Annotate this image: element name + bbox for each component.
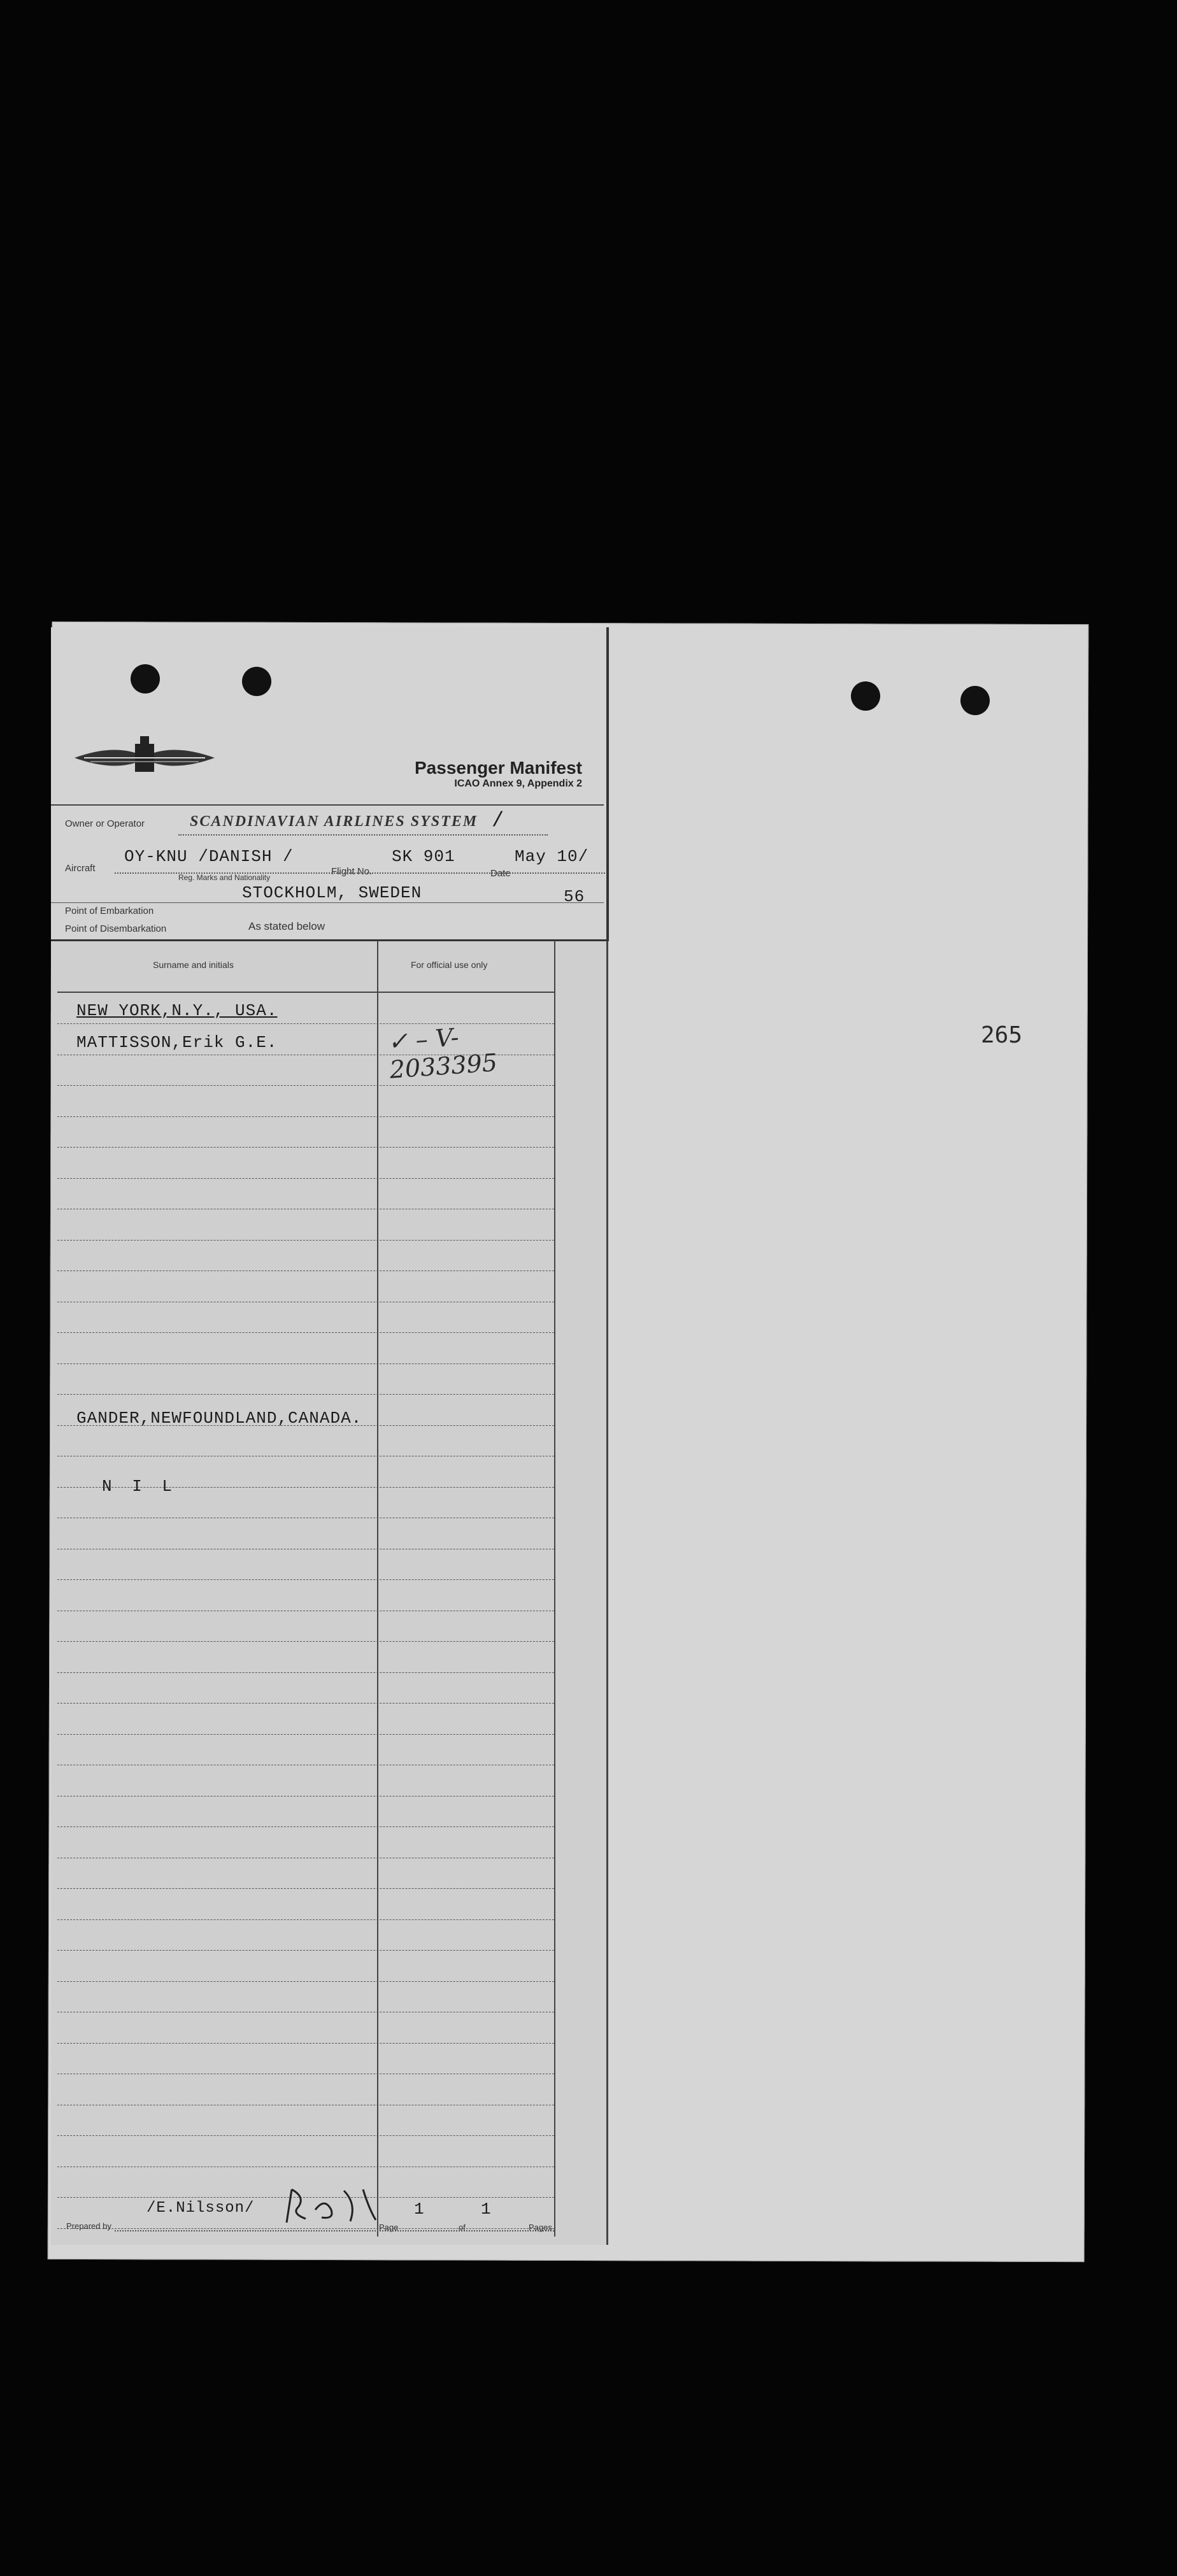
embark-line (51, 902, 604, 903)
embark-label: Point of Embarkation (65, 906, 154, 916)
airline-logo-icon (71, 732, 218, 783)
table-rule-line (57, 1363, 554, 1364)
punch-hole-right-1 (851, 681, 880, 711)
punch-hole-right-2 (960, 686, 990, 715)
pages-label: Pages (529, 2223, 552, 2232)
form-subtitle: ICAO Annex 9, Appendix 2 (454, 778, 582, 789)
owner-mark: / (492, 809, 505, 832)
table-rule-line (57, 1981, 554, 1982)
page-value: 1 (414, 2200, 425, 2219)
table-rule-line (57, 1796, 554, 1797)
form-title: Passenger Manifest (415, 758, 582, 778)
form-title-block (415, 758, 582, 790)
margin-number: 265 (981, 1022, 1023, 1048)
disembark-value: As stated below (248, 920, 325, 932)
table-rule-line (57, 1147, 554, 1148)
owner-value: SCANDINAVIAN AIRLINES SYSTEM (190, 813, 478, 830)
owner-label: Owner or Operator (65, 818, 145, 829)
table-rule-line (57, 1672, 554, 1673)
punch-hole-left-2 (242, 667, 271, 696)
table-rule-line (57, 1579, 554, 1580)
embark-value: STOCKHOLM, SWEDEN (242, 883, 422, 902)
table-rule-line (57, 1888, 554, 1889)
table-rule-line (57, 2135, 554, 2136)
table-rule-line (57, 1703, 554, 1704)
date-year: 56 (564, 887, 585, 906)
table-header (57, 941, 554, 993)
prepared-value: /E.Nilsson/ (146, 2200, 255, 2217)
col-surname-header: Surname and initials (153, 960, 234, 970)
page-label: Page (379, 2223, 399, 2232)
signature-icon (280, 2184, 389, 2229)
table-rule-line (57, 1394, 554, 1395)
of-label: of (459, 2223, 466, 2232)
date-value: May 10/ (515, 847, 589, 866)
flight-value: SK 901 (392, 847, 455, 866)
date-label: Date (490, 868, 511, 879)
header-divider (51, 804, 604, 806)
owner-line (178, 834, 548, 836)
aircraft-value: OY-KNU /DANISH / (124, 847, 294, 866)
prepared-label: Prepared by (66, 2221, 111, 2231)
flight-label: Flight No. (331, 866, 373, 877)
table-rule-line (57, 1332, 554, 1333)
official-mark: ✓ – V-2033395 (387, 1023, 499, 1084)
table-rule-line (57, 1919, 554, 1920)
table-rule-line (57, 1178, 554, 1179)
of-value: 1 (481, 2200, 492, 2219)
table-row: NEW YORK,N.Y., USA. (76, 1001, 278, 1020)
punch-hole-left-1 (131, 664, 160, 694)
table-row: GANDER,NEWFOUNDLAND,CANADA. (76, 1409, 362, 1428)
form-footer (57, 2184, 605, 2242)
disembark-label: Point of Disembarkation (65, 923, 167, 934)
aircraft-label: Aircraft (65, 863, 96, 874)
manifest-form (51, 627, 608, 2245)
table-rule-line (57, 1240, 554, 1241)
manifest-header (51, 627, 609, 941)
passenger-table (57, 941, 555, 2237)
col-official-header: For official use only (411, 960, 488, 970)
table-rule-line (57, 1950, 554, 1951)
table-rule-line (57, 1116, 554, 1117)
table-rule-line (57, 2043, 554, 2044)
table-rule-line (57, 1734, 554, 1735)
table-rule-line (57, 1085, 554, 1086)
table-rule-line (57, 1270, 554, 1271)
aircraft-line (115, 872, 605, 874)
table-rule-line (57, 1641, 554, 1642)
aircraft-sublabel: Reg. Marks and Nationality (178, 873, 271, 882)
table-row: MATTISSON,Erik G.E. (76, 1033, 278, 1052)
footer-line (115, 2230, 554, 2231)
table-rule-line (57, 1826, 554, 1827)
table-row: N I L (102, 1477, 178, 1496)
